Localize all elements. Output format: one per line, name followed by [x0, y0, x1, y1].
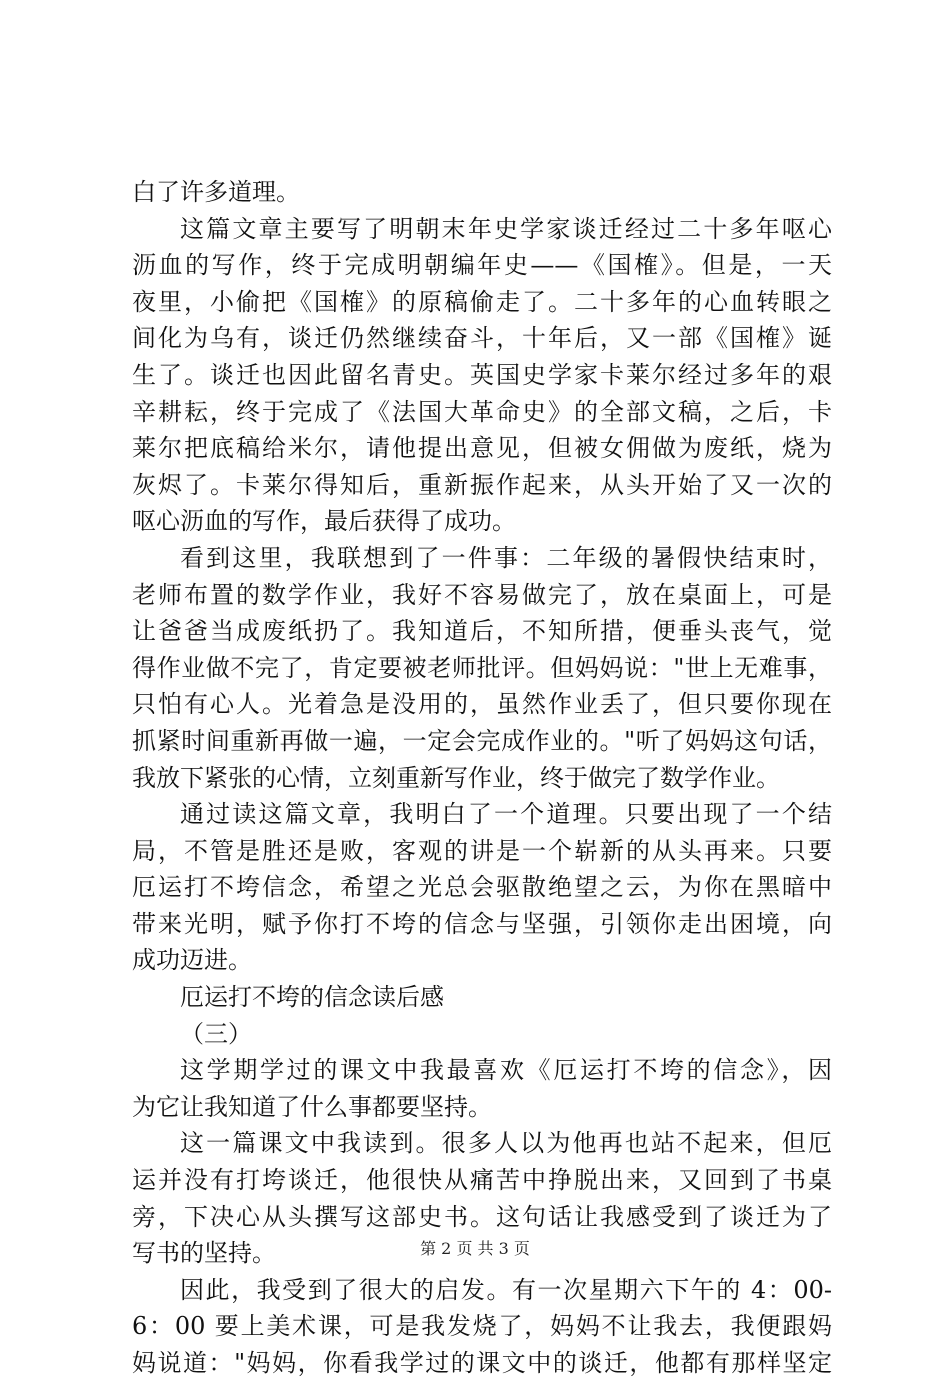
- text-line: 这篇文章主要写了明朝末年史学家谈迁经过二十多年呕心: [180, 214, 832, 243]
- text-line: 成功迈进。: [132, 946, 252, 975]
- text-line: 灰烬了。卡莱尔得知后，重新振作起来，从头开始了又一次的: [132, 470, 832, 499]
- text-line: 我放下紧张的心情，立刻重新写作业，终于做完了数学作业。: [132, 763, 780, 792]
- text-line: 这学期学过的课文中我最喜欢《厄运打不垮的信念》，因: [180, 1056, 832, 1085]
- text-line: 带来光明，赋予你打不垮的信念与坚强，引领你走出困境，向: [132, 909, 832, 938]
- text-line: 写书的坚持。: [132, 1239, 276, 1268]
- text-line: 间化为乌有，谈迁仍然继续奋斗，十年后，又一部《国榷》诞: [132, 324, 832, 353]
- body-text: [132, 174, 832, 1382]
- text-line: 莱尔把底稿给米尔，请他提出意见，但被女佣做为废纸，烧为: [132, 434, 832, 463]
- text-line: 6：00 要上美术课，可是我发烧了，妈妈不让我去，我便跟妈: [132, 1312, 832, 1341]
- text-line: 厄运打不垮信念，希望之光总会驱散绝望之云，为你在黑暗中: [132, 873, 832, 902]
- text-line: 只怕有心人。光着急是没用的，虽然作业丢了，但只要你现在: [132, 690, 832, 719]
- text-line: 妈说道："妈妈，你看我学过的课文中的谈迁，他都有那样坚定: [132, 1349, 832, 1377]
- text-line: 厄运打不垮的信念读后感: [180, 983, 444, 1012]
- text-line: 辛耕耘，终于完成了《法国大革命史》的全部文稿，之后，卡: [132, 397, 832, 426]
- text-line: 夜里，小偷把《国榷》的原稿偷走了。二十多年的心血转眼之: [132, 287, 832, 316]
- text-line: 老师布置的数学作业，我好不容易做完了，放在桌面上，可是: [132, 580, 832, 609]
- text-line: 看到这里，我联想到了一件事：二年级的暑假快结束时，: [180, 543, 832, 572]
- text-line: 因此，我受到了很大的启发。有一次星期六下午的 4：00-: [180, 1275, 832, 1304]
- text-line: 通过读这篇文章，我明白了一个道理。只要出现了一个结: [180, 800, 832, 829]
- text-line: 抓紧时间重新再做一遍，一定会完成作业的。"听了妈妈这句话，: [132, 726, 832, 755]
- text-line: 沥血的写作，终于完成明朝编年史——《国榷》。但是，一天: [132, 251, 832, 280]
- text-line: 旁，下决心从头撰写这部史书。这句话让我感受到了谈迁为了: [132, 1202, 832, 1231]
- text-line: 生了。谈迁也因此留名青史。英国史学家卡莱尔经过多年的艰: [132, 360, 832, 389]
- text-line: 这一篇课文中我读到。很多人以为他再也站不起来，但厄: [180, 1129, 832, 1158]
- text-line: （三）: [180, 1019, 252, 1048]
- text-line: 运并没有打垮谈迁，他很快从痛苦中挣脱出来，又回到了书桌: [132, 1166, 832, 1195]
- text-line: 白了许多道理。: [132, 178, 300, 206]
- text-line: 让爸爸当成废纸扔了。我知道后，不知所措，便垂头丧气，觉: [132, 617, 832, 646]
- text-line: 为它让我知道了什么事都要坚持。: [132, 1092, 492, 1121]
- text-line: 呕心沥血的写作，最后获得了成功。: [132, 507, 516, 536]
- text-line: 得作业做不完了，肯定要被老师批评。但妈妈说："世上无难事，: [132, 653, 832, 682]
- text-line: 局，不管是胜还是败，客观的讲是一个崭新的从头再来。只要: [132, 836, 832, 865]
- page-footer: 第 2 页 共 3 页: [420, 1239, 530, 1258]
